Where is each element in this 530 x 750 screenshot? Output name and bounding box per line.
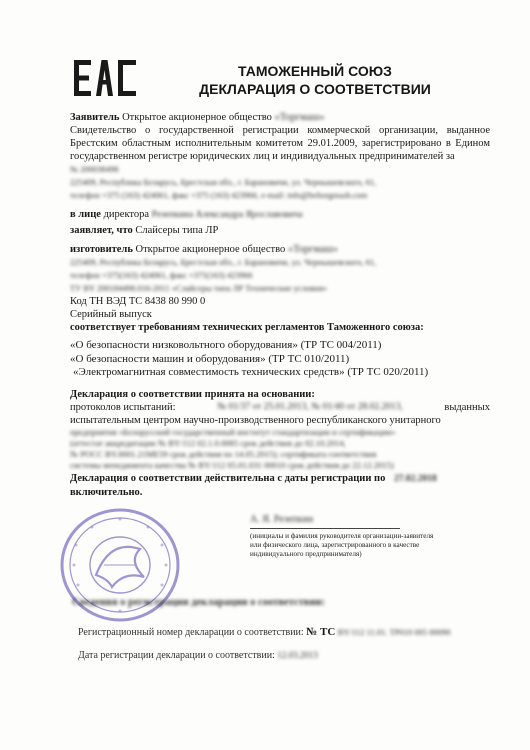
signature-note-line: (инициалы и фамилия руководителя организации-заявителя	[250, 532, 434, 540]
declares-line	[70, 224, 490, 237]
basis-line1	[70, 401, 490, 414]
person-position: директора	[103, 209, 150, 220]
eac-mark-icon	[72, 58, 140, 98]
basis-blurred-text	[70, 427, 490, 471]
compliance-block	[70, 321, 490, 380]
registration-date-row	[78, 650, 318, 661]
manufacturer-tu: ТУ BY 200184498.016-2011 «Слайсеры типа ЛР Технические условия»	[70, 283, 327, 293]
basis-blur-line: предприятия «Белорусский государственный институт стандартизации и сертификации»	[70, 427, 396, 437]
basis-line2: испытательным центром научно-производственного республиканского унитарного	[70, 415, 441, 426]
signature-note-line: или физического лица, зарегистрированного в качестве	[250, 541, 420, 549]
person-label: в лице	[70, 209, 101, 220]
tnved-code: Код ТН ВЭД ТС 8438 80 990 0	[70, 296, 206, 307]
basis-block	[70, 388, 490, 471]
registration-number-label: Регистрационный номер декларации о соответствии:	[78, 627, 304, 638]
manufacturer-line	[70, 243, 490, 256]
applicant-line	[70, 111, 490, 124]
signature-note	[250, 532, 450, 559]
registration-number-value: BY/112 11.01. ТР010 005 00090	[337, 627, 451, 637]
basis-issued-word: выданных	[444, 402, 490, 413]
signatory-name: А. Я. Резепкин	[250, 514, 314, 525]
basis-blur-line: системы менеджмента качества № BY/112 05.01.031 00010 срок действия до 22.12.2015)	[70, 460, 394, 470]
manufacturer-org-type: Открытое акционерное общество	[135, 244, 286, 255]
manufacturer-address: 225409, Республика Беларусь, Брестская обл., г. Барановичи, ул. Чернышевского, 61,	[70, 257, 377, 267]
production-type: Серийный выпуск	[70, 309, 152, 320]
regulation-item: «О безопасности машин и оборудования» (ТР ТС 010/2011)	[70, 352, 350, 365]
basis-blur-line: (аттестат аккредитации № BY/112 02.1.0.0085 срок действия до 02.10.2014,	[70, 438, 346, 448]
title-union: ТАМОЖЕННЫЙ СОЮЗ	[238, 63, 392, 79]
document-title	[170, 62, 460, 98]
applicant-address: 225409, Республика Беларусь, Брестская обл., г. Барановичи, ул. Чернышевского, 61,	[70, 177, 377, 187]
signature-line	[250, 528, 400, 529]
registration-heading	[72, 596, 492, 609]
basis-protocols-numbers: № 01/37 от 25.01.2013, № 01/40 от 28.02.2013,	[217, 402, 403, 412]
manufacturer-label: изготовитель	[70, 244, 133, 255]
basis-protocols-label: протоколов испытаний:	[70, 402, 176, 413]
applicant-block	[70, 111, 490, 202]
person-name: Резепкина Александра Ярославовича	[151, 210, 303, 220]
regulation-item: «Электромагнитная совместимость технических средств» (ТР ТС 020/2011)	[73, 366, 429, 378]
applicant-contacts: телефон +375 (163) 424061, факс +375 (163) 423966, e-mail: info@beltorgmash.com	[70, 190, 368, 200]
compliance-heading: соответствует требованиям технических регламентов Таможенного союза:	[70, 322, 424, 333]
signature-note-line: индивидуального предпринимателя)	[250, 550, 362, 558]
compliance-list	[70, 339, 490, 380]
validity-line	[70, 472, 490, 486]
registration-number-row	[78, 626, 451, 638]
applicant-org-name: «Торгмаш»	[274, 112, 325, 123]
registration-date-value: 12.03.2013	[277, 650, 318, 660]
manufacturer-org-name: «Торгмаш»	[287, 244, 339, 255]
basis-heading: Декларация о соответствии принята на основании:	[70, 389, 315, 400]
eac-logo	[72, 58, 140, 98]
regulation-item: «О безопасности низковольтного оборудования» (ТР ТС 004/2011)	[70, 339, 382, 351]
applicant-org-type: Открытое акционерное общество	[122, 112, 272, 123]
basis-blur-line: № РОСС BY.0001.21ME59 срок действия по 14.05.2015); сертификата соответствия	[70, 449, 377, 459]
manufacturer-contacts: телефон +375(163) 424061, факс +375(163) 423966	[70, 270, 253, 280]
product-name: Слайсеры типа ЛР	[135, 225, 219, 236]
applicant-label: Заявитель	[70, 112, 120, 123]
manufacturer-block	[70, 243, 490, 321]
registration-number-prefix: № ТС	[306, 626, 336, 638]
validity-date: 27.02.2018	[393, 474, 437, 484]
applicant-reg-number: № 200038498	[70, 164, 119, 174]
registration-heading-block	[72, 596, 492, 609]
person-line	[70, 208, 490, 222]
declares-label: заявляет, что	[70, 225, 133, 236]
validity-block	[70, 472, 490, 499]
applicant-certificate: Свидетельство о государственной регистрации коммерческой организации, выданное Брестским областным исполнительным комитетом 29.01.2009, зарегистрировано в Едином государственном регистре юридических лиц и индивидуальных предпринимателей за	[70, 125, 490, 162]
registration-date-label: Дата регистрации декларации о соответствии:	[78, 650, 275, 661]
title-declaration: ДЕКЛАРАЦИЯ О СООТВЕТСТВИИ	[199, 81, 431, 97]
registration-heading-text: Сведения о регистрации декларации о соответствии:	[72, 597, 325, 608]
validity-end: включительно.	[70, 487, 143, 498]
validity-text: Декларация о соответствии действительна с даты регистрации по	[70, 473, 386, 484]
